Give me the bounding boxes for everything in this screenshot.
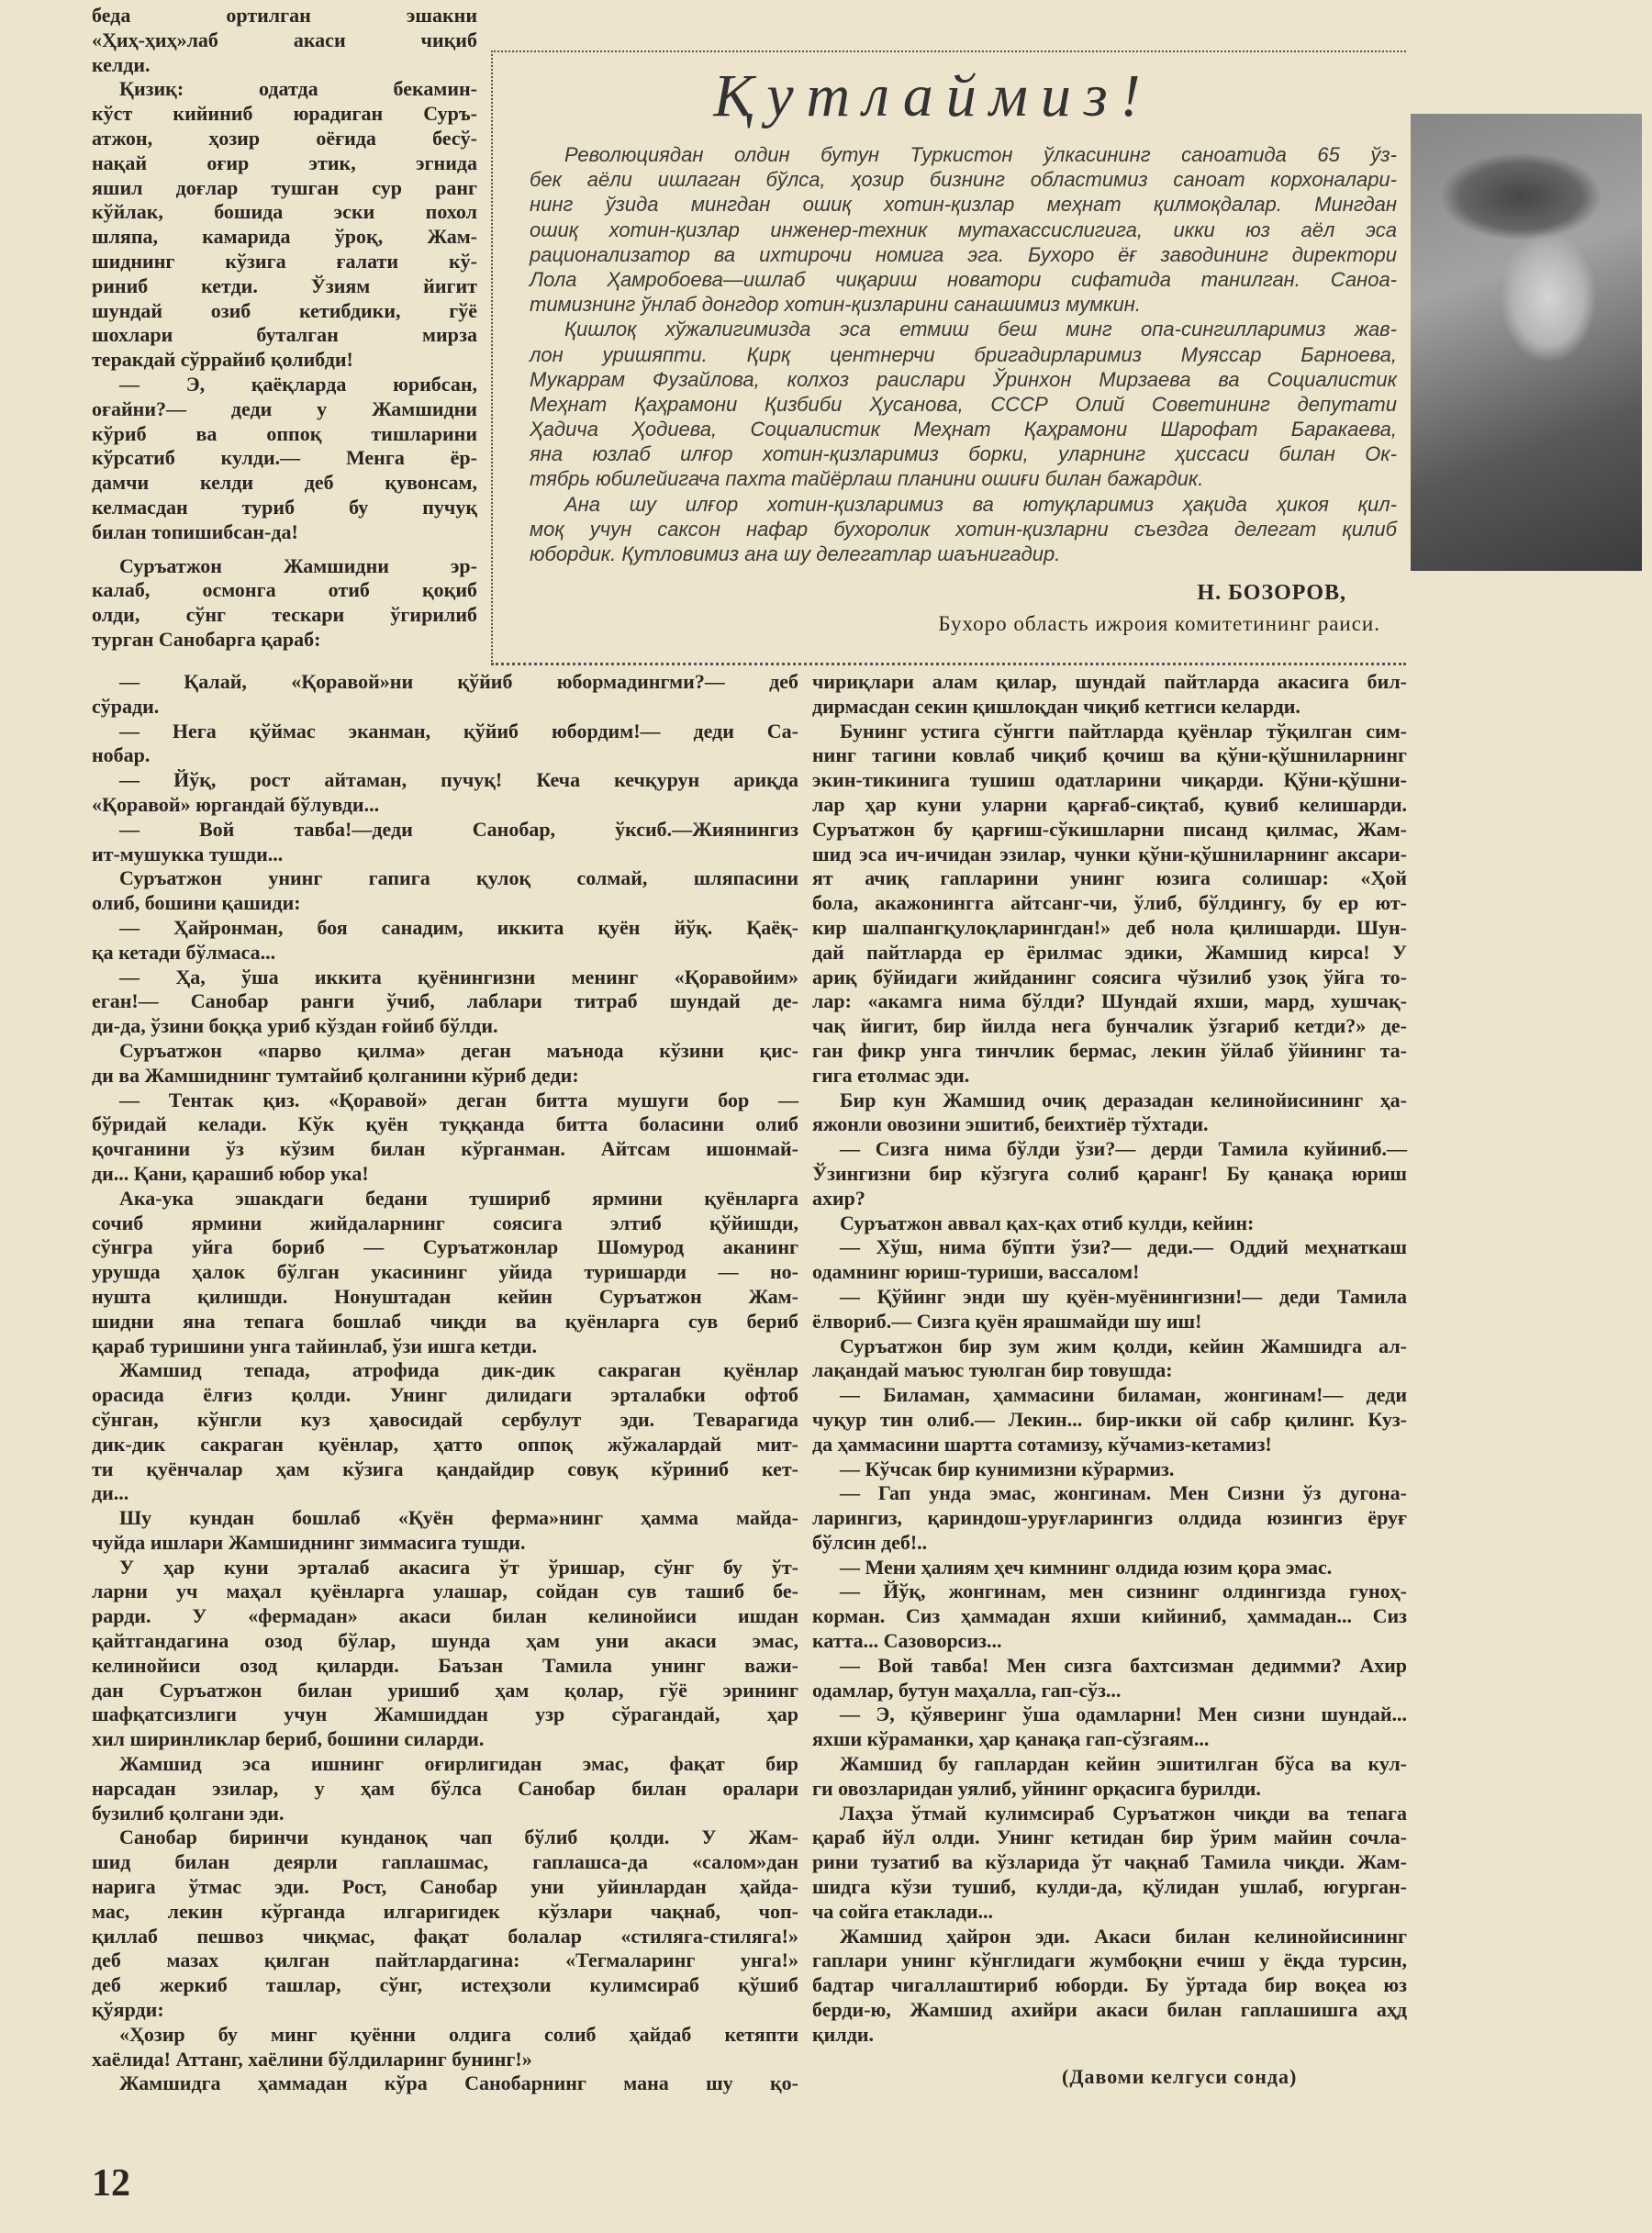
- text-line: еган!— Санобар ранги ўчиб, лаблари титраб шундай де-: [92, 989, 798, 1013]
- paragraph: [812, 1089, 1407, 1138]
- text-line: Ака-ука эшакдаги бедани тушириб ярмини қуёнларга: [119, 1186, 798, 1210]
- text-line: Қизиқ: одатда бекамин-: [119, 77, 477, 101]
- paragraph: [812, 1457, 1407, 1482]
- portrait-photo: [1411, 114, 1642, 571]
- text-line: дик-дик сакраган қуёнлар, ҳатто оппоқ жўжалардай мит-: [92, 1432, 798, 1456]
- text-line: ят ачиқ гапларини унинг юзига солишар: «Ҳой: [812, 866, 1407, 890]
- paragraph: [92, 1506, 798, 1556]
- text-line: берди-ю, Жамшид ахийри акаси билан гаплашишга аҳд: [812, 1998, 1407, 2022]
- text-line: нақай оғир этик, эгнида: [92, 151, 477, 174]
- paragraph: [92, 1089, 798, 1187]
- text-line: орасида ёлғиз қолди. Унинг дилидаги эрталабки офтоб: [92, 1383, 798, 1407]
- text-line: қочганини ўз кўзим билан кўрганман. Айтсам ишонмай-: [92, 1137, 798, 1161]
- text-line: рарди. У «фермадан» акаси билан келинойиси ишдан: [92, 1604, 798, 1628]
- text-line: тябрь юбилейигача пахта тайёрлаш планини ошиғи билан бажардик.: [530, 467, 1204, 491]
- text-line: катта... Сазоворсиз...: [812, 1629, 1002, 1653]
- text-line: гига етолмас эди.: [812, 1063, 970, 1087]
- text-line: дамчи келди деб қувонсам,: [92, 471, 477, 495]
- paragraph: [92, 1825, 798, 2022]
- paragraph: [812, 1925, 1407, 2048]
- text-line: сўради.: [92, 694, 160, 718]
- text-line: «Ҳозир бу минг қуённи олдига солиб ҳайдаб кетяпти: [119, 2022, 798, 2046]
- text-line: қа кетади бўлмаса...: [92, 940, 276, 964]
- text-line: — Ҳа, ўша иккита қуёнингизни менинг «Қоравойим»: [119, 965, 798, 988]
- text-line: қўярди:: [92, 1998, 164, 2022]
- text-line: Суръатжон «парво қилма» деган маънода кўзини қис-: [119, 1038, 798, 1062]
- paragraph: [92, 818, 798, 867]
- text-line: нинг ўзида мингдан ошиқ хотин-қизлар меҳнат қилмоқдалар. Мингдан: [530, 193, 1397, 217]
- text-line: шохлари буталган мирза: [92, 323, 477, 347]
- story-column-left: [92, 670, 798, 2096]
- text-line: атжон, ҳозир оёғида бесў-: [92, 126, 477, 150]
- text-line: олиб, бошини қашиди:: [92, 891, 301, 915]
- text-line: экин-тикинига тушиш одатларини чиқарди. Қўни-қўшни-: [812, 768, 1407, 792]
- paragraph: [812, 1481, 1407, 1555]
- paragraph: [92, 916, 798, 966]
- text-line: ларни уч маҳал қуёнларга улашар, сойдан сув ташиб бе-: [92, 1580, 798, 1603]
- text-line: ди...: [92, 1481, 129, 1505]
- text-line: рини тузатиб ва кўзларида ўт чақнаб Тамила чиқди. Жам-: [812, 1850, 1407, 1874]
- text-line: чақ йигит, бир йилда нега бунчалик ўзгариб кетди?» де-: [812, 1014, 1407, 1038]
- text-line: — Э, қаёқларда юрибсан,: [119, 372, 477, 396]
- paragraph: [812, 1752, 1407, 1802]
- text-line: ларингиз, қариндош-уруғларингиз олдида юзингиз ёруғ: [812, 1506, 1407, 1530]
- paragraph: [812, 1802, 1407, 1925]
- text-line: Суръатжон бу қарғиш-сўкишларни писанд қилмас, Жам-: [812, 817, 1407, 841]
- text-line: Мукаррам Фузайлова, колхоз раислари Ўринхон Мирзаева ва Социалистик: [530, 367, 1397, 391]
- text-line: нушта қилишди. Нонуштадан кейин Суръатжон Жам-: [92, 1284, 798, 1308]
- paragraph: [812, 670, 1407, 720]
- paragraph: [92, 77, 477, 373]
- text-line: — Вой тавба!—деди Санобар, ўксиб.—Жиянингиз: [119, 817, 798, 841]
- text-line: келди.: [92, 52, 151, 76]
- text-line: нобар.: [92, 743, 151, 767]
- text-line: Лола Ҳамробоева—ишлаб чиқариш новатори сифатида танилган. Саноа-: [530, 267, 1397, 291]
- text-line: Бир кун Жамшид очиқ деразадан келинойисининг ҳа-: [840, 1088, 1407, 1111]
- text-line: қараб туришини унга тайинлаб, ўзи ишга кетди.: [92, 1334, 538, 1357]
- text-line: сочиб ярмини жийдаларнинг соясига элтиб қўйишди,: [92, 1211, 798, 1234]
- text-line: шидни яна тепага бошлаб чиқди ва қуёнларга сув бериб: [92, 1309, 798, 1333]
- paragraph: [92, 670, 798, 720]
- text-line: ди ва Жамшиднинг тумтайиб қолганини кўриб деди:: [92, 1063, 579, 1087]
- text-line: шляпа, камарида ўроқ, Жам-: [92, 225, 477, 249]
- text-line: дай пайтларда ер ёрилмас эдики, Жамшид кирса! У: [812, 940, 1407, 964]
- paragraph: [92, 554, 477, 653]
- text-line: У ҳар куни эрталаб акасига ўт ўришар, сўнг бу ўт-: [119, 1555, 798, 1579]
- text-line: бўридай келади. Кўк қуён туққанда битта боласини олиб: [92, 1112, 798, 1136]
- text-line: деб жеркиб ташлар, сўнг, истеҳзоли кулимсираб қўшиб: [92, 1973, 798, 1997]
- text-line: Ҳадича Ҳодиева, Социалистик Меҳнат Қаҳрамони Шарофат Баракаева,: [530, 418, 1397, 441]
- text-line: гаплари унинг кўнглидаги жумбоқни ечиш у ёқда турсин,: [812, 1948, 1407, 1972]
- paragraph: [812, 1285, 1407, 1334]
- text-line: ди-да, ўзини боққа уриб кўздан ғойиб бўлди.: [92, 1014, 498, 1038]
- text-line: Суръатжон унинг гапига қулоқ солмай, шляпасини: [119, 866, 798, 890]
- paragraph: [92, 4, 477, 77]
- text-line: одамнинг юриш-туриши, вассалом!: [812, 1260, 1140, 1284]
- paragraph: [530, 317, 1397, 491]
- text-line: корман. Сиз ҳаммадан яхши кийиниб, ҳаммадан... Сиз: [812, 1604, 1407, 1628]
- text-line: қараб йўл олди. Унинг кетидан бир ўрим майин сочла-: [812, 1825, 1407, 1849]
- text-line: ахир?: [812, 1186, 865, 1210]
- page-number: 12: [92, 2162, 130, 2205]
- text-line: сўнгра уйга бориб — Суръатжонлар Шомурод аканинг: [92, 1235, 798, 1259]
- text-line: бола, акажонингга айтсанг-чи, ўлиб, бўлдингу, бу ер ют-: [812, 891, 1407, 915]
- signature-title: Бухоро область ижроия комитетининг раиси.: [938, 612, 1380, 635]
- text-line: ган фикр унга тинчлик бермас, лекин ўйлаб ўйининг та-: [812, 1038, 1407, 1062]
- text-line: турган Санобарга қараб:: [92, 627, 321, 651]
- text-line: лар: «акамга нима бўлди? Шундай яхши, мард, хушчақ-: [812, 989, 1407, 1013]
- text-line: чуқур тин олиб.— Лекин... бир-икки ой сабр қилинг. Куз-: [812, 1407, 1407, 1431]
- text-line: келинойиси озод қиларди. Баъзан Тамила унинг важи-: [92, 1653, 798, 1677]
- paragraph: [92, 1752, 798, 1825]
- text-line: дан Суръатжон билан уришиб ҳам қолар, гўё эрининг: [92, 1678, 798, 1702]
- text-line: ти қуёнчалар ҳам кўзига қандайдир совуқ кўриниб кет-: [92, 1457, 798, 1480]
- text-line: чириқлари алам қилар, шундай пайтларда акасига бил-: [812, 670, 1407, 693]
- text-line: Суръатжон бир зум жим қолди, кейин Жамшидга ал-: [840, 1334, 1407, 1357]
- text-line: теракдай сўррайиб қолибди!: [92, 348, 353, 372]
- text-line: рационализатор ва ихтирочи номига эга. Бухоро ёғ заводининг директори: [530, 242, 1397, 266]
- text-line: Лаҳза ўтмай кулимсираб Суръатжон чиқди ва тепага: [840, 1801, 1407, 1825]
- text-line: шид билан деярли гаплашмас, гаплашса-да «салом»дан: [92, 1850, 798, 1874]
- text-line: «Қоравой» юргандай бўлувди...: [92, 792, 380, 816]
- text-line: бадтар чигаллаштириб юборди. Бу ўртада бир воқеа юз: [812, 1973, 1407, 1997]
- text-line: кир шалпангқулоқларингдан!» деб нола қилишарди. Шун-: [812, 915, 1407, 939]
- text-line: мас, лекин кўрганда илгаригидек кўзлари чақнаб, чоп-: [92, 1899, 798, 1923]
- text-line: — Қалай, «Қоравой»ни қўйиб юбормадингми?— деб: [119, 670, 798, 693]
- text-line: сўнган, кўнгли куз ҳавосидай сербулут эди. Теварагида: [92, 1407, 798, 1431]
- text-line: Шу кундан бошлаб «Қуён ферма»нинг ҳамма майда-: [119, 1506, 798, 1530]
- text-line: Суръатжон аввал қах-қах отиб кулди, кейин:: [840, 1211, 1255, 1234]
- text-line: хил ширинликлар бериб, бошини силарди.: [92, 1727, 485, 1751]
- story-column-top: [92, 4, 477, 653]
- text-line: яхши кўраманки, ҳар қанақа гап-сўзгаям...: [812, 1727, 1210, 1751]
- text-line: яна юзлаб илғор хотин-қизларимиз борки, уларнинг ҳиссаси билан Ок-: [530, 442, 1397, 466]
- paragraph: [92, 1187, 798, 1359]
- text-line: яжонли овозини эшитиб, беихтиёр тўхтади.: [812, 1112, 1209, 1136]
- text-line: — Кўчсак бир кунимизни кўрармиз.: [840, 1457, 1175, 1480]
- text-line: — Гап унда эмас, жонгинам. Мен Сизни ўз дугона-: [840, 1481, 1407, 1505]
- text-line: оғайни?— деди у Жамшидни: [92, 396, 477, 420]
- text-line: — Биламан, ҳаммасини биламан, жонгинам!— деди: [840, 1383, 1407, 1407]
- story-column-right: [812, 670, 1407, 2048]
- paragraph: [812, 1235, 1407, 1285]
- text-line: Санобар биринчи кунданоқ чап бўлиб қолди. У Жам-: [119, 1825, 798, 1849]
- text-line: нинг тагини ковлаб чиқиб қочиш ва қўни-қўшниларнинг: [812, 743, 1407, 767]
- text-line: ошиқ хотин-қизлар инженер-техник мутахассислигига, икки юз аёл эса: [530, 218, 1397, 241]
- text-line: риниб кетди. Ўзиям йигит: [92, 274, 477, 297]
- text-line: кўриб ва оппоқ тишларини: [92, 421, 477, 445]
- text-line: Жамшид тепада, атрофида дик-дик сакраган қуёнлар: [119, 1358, 798, 1382]
- text-line: юбордик. Қутловимиз ана шу делегатлар шаънигадир.: [530, 542, 1061, 565]
- greeting-box: [491, 50, 1406, 665]
- paragraph: [92, 2023, 798, 2072]
- text-line: ариқ бўйидаги жийданинг соясига чўзилиб узоқ ўйга то-: [812, 965, 1407, 988]
- greeting-title: Қутлаймиз!: [713, 62, 1154, 129]
- text-line: — Хўш, нима бўпти ўзи?— деди.— Оддий меҳнаткаш: [840, 1235, 1407, 1259]
- text-line: қайтгандагина озод бўлар, шунда ҳам уни акаси эмас,: [92, 1629, 798, 1653]
- paragraph: [530, 142, 1397, 317]
- text-line: — Йўқ, рост айтаман, пучуқ! Кеча кечқурун ариқда: [119, 768, 798, 792]
- text-line: моқ учун саксон нафар бухоролик хотин-қизларни съездга делегат қилиб: [530, 517, 1397, 541]
- text-line: — Сизга нима бўлди ўзи?— дерди Тамила куйиниб.—: [840, 1137, 1407, 1161]
- text-line: хаёлида! Аттанг, хаёлини бўлдиларинг бунинг!»: [92, 2047, 532, 2071]
- text-line: ди... Қани, қарашиб юбор ука!: [92, 1161, 369, 1185]
- paragraph: [812, 1137, 1407, 1211]
- text-line: ча сойга етаклади...: [812, 1899, 994, 1923]
- text-line: урушда ҳалок бўлган укасининг уйида туришарди — но-: [92, 1260, 798, 1284]
- text-line: лон уришяпти. Қирқ центнерчи бригадирларимиз Муяссар Барноева,: [530, 342, 1397, 366]
- text-line: — Мени ҳалиям ҳеч кимнинг олдида юзим қора эмас.: [840, 1555, 1333, 1579]
- paragraph: [92, 1556, 798, 1752]
- text-line: шиднинг кўзига ғалати кў-: [92, 249, 477, 273]
- paragraph: [92, 2071, 798, 2096]
- text-line: калаб, осмонга отиб қоқиб: [92, 578, 477, 602]
- text-line: лар ҳар куни уларни қарғаб-сиқтаб, қувиб келишарди.: [812, 792, 1407, 816]
- text-line: ги овозларидан уялиб, уйнинг орқасига бурилди.: [812, 1776, 1261, 1800]
- paragraph: [812, 1334, 1407, 1384]
- text-line: — Йўқ, жонгинам, мен сизнинг олдингизда гуноҳ-: [840, 1580, 1407, 1603]
- text-line: Ана шу илғор хотин-қизларимиз ва ютуқларимиз ҳақида ҳикоя қил-: [564, 492, 1397, 516]
- text-line: қилди.: [812, 2022, 874, 2046]
- text-line: — Ҳайронман, боя санадим, иккита қуён йўқ. Қаёқ-: [119, 915, 798, 939]
- text-line: «Ҳиҳ-ҳиҳ»лаб акаси чиқиб: [92, 28, 477, 51]
- text-line: нарига ўтмас эди. Рост, Санобар уни уйинлардан ҳайда-: [92, 1875, 798, 1899]
- text-line: ит-мушукка тушди...: [92, 842, 284, 865]
- text-line: яшил доғлар тушган сур ранг: [92, 175, 477, 199]
- paragraph: [92, 768, 798, 818]
- text-line: деб мазах қилган пайтлардагина: «Тегмаларинг унга!»: [92, 1948, 798, 1972]
- paragraph: [92, 373, 477, 545]
- text-line: ёлвориб.— Сизга қуён ярашмайди шу иш!: [812, 1309, 1202, 1333]
- text-line: — Э, қўяверинг ўша одамларни! Мен сизни шундай...: [840, 1703, 1407, 1726]
- text-line: бўлсин деб!..: [812, 1530, 928, 1554]
- paragraph: [812, 1383, 1407, 1457]
- text-line: кўст кийиниб юрадиган Суръ-: [92, 102, 477, 126]
- greeting-text: [530, 142, 1397, 566]
- text-line: билан топишибсан-да!: [92, 519, 298, 543]
- text-line: шид эса ич-ичидан эзилар, чунки қўни-қўшниларнинг аксари-: [812, 842, 1407, 865]
- paragraph: [92, 720, 798, 769]
- text-line: Ўзингизни бир кўзгуга солиб қаранг! Бу қанақа юриш: [812, 1161, 1407, 1185]
- text-line: да ҳаммасини шартта сотамизу, кўчамиз-кетамиз!: [812, 1432, 1272, 1456]
- text-line: — Вой тавба! Мен сизга бахтсизман дедимми? Ахир: [840, 1653, 1407, 1677]
- paragraph: [812, 1654, 1407, 1703]
- text-line: Жамшид эса ишнинг оғирлигидан эмас, фақат бир: [119, 1752, 798, 1776]
- paragraph: [92, 1358, 798, 1506]
- text-line: Бунинг устига сўнгги пайтларда қуёнлар тўқилган сим-: [840, 719, 1407, 742]
- text-line: Суръатжон Жамшидни эр-: [119, 553, 477, 577]
- paragraph: [92, 1039, 798, 1089]
- paragraph: [812, 1211, 1407, 1236]
- text-line: Қишлоқ хўжалигимизда эса етмиш беш минг опа-сингилларимиз жав-: [564, 318, 1397, 341]
- text-line: бек аёли ишлаган бўлса, ҳозир бизнинг областимиз саноат корхоналари-: [530, 168, 1397, 192]
- text-line: Жамшид ҳайрон эди. Акаси билан келинойисининг: [840, 1924, 1407, 1948]
- text-line: — Нега қўймас эканман, қўйиб юбордим!— деди Са-: [119, 719, 798, 742]
- paragraph: [812, 1580, 1407, 1653]
- text-line: лақандай маъюс туюлган бир товушда:: [812, 1358, 1173, 1382]
- text-line: шафқатсизлиги учун Жамшиддан узр сўрагандай, ҳар: [92, 1703, 798, 1726]
- text-line: тимизнинг ўнлаб донгдор хотин-қизларини санашимиз мумкин.: [530, 293, 1142, 317]
- text-line: Жамшидга ҳаммадан кўра Санобарнинг мана шу қо-: [119, 2071, 798, 2095]
- paragraph: [92, 866, 798, 916]
- text-line: Революциядан олдин бутун Туркистон ўлкасининг саноатида 65 ўз-: [564, 143, 1397, 166]
- signature-name: Н. БОЗОРОВ,: [1197, 581, 1346, 605]
- text-line: кўйлак, бошида эски похол: [92, 200, 477, 224]
- text-line: шидга кўзи тушиб, кулди-да, қўлидан ушлаб, югурган-: [812, 1875, 1407, 1899]
- text-line: Меҳнат Қаҳрамони Қизбиби Ҳусанова, СССР Олий Советининг депутати: [530, 392, 1397, 416]
- text-line: олди, сўнг тескари ўгирилиб: [92, 603, 477, 627]
- text-line: кўрсатиб кулди.— Менга ёр-: [92, 446, 477, 470]
- text-line: келмасдан туриб бу пучуқ: [92, 495, 477, 519]
- paragraph: [812, 1556, 1407, 1580]
- text-line: Жамшид бу гаплардан кейин эшитилган бўса ва кул-: [840, 1752, 1407, 1776]
- text-line: — Тентак қиз. «Қоравой» деган битта мушуги бор —: [119, 1088, 798, 1111]
- paragraph: [812, 720, 1407, 1089]
- text-line: дирмасдан секин қишлоқдан чиқиб кетгиси келарди.: [812, 694, 1300, 718]
- text-line: одамлар, бутун маҳалла, гап-сўз...: [812, 1678, 1122, 1702]
- paragraph: [92, 966, 798, 1039]
- text-line: шундай озиб кетибдики, гўё: [92, 298, 477, 322]
- text-line: — Қўйинг энди шу қуён-муёнингизни!— деди Тамила: [840, 1284, 1407, 1308]
- text-line: чуйда ишлари Жамшиднинг зиммасига тушди.: [92, 1530, 526, 1554]
- continued-note: (Давоми келгуси сонда): [1062, 2065, 1298, 2088]
- paragraph: [812, 1703, 1407, 1752]
- text-line: бузилиб қолгани эди.: [92, 1801, 285, 1825]
- text-line: нарсадан эзилар, у ҳам бўлса Санобар билан оралари: [92, 1776, 798, 1800]
- text-line: қиллаб пешвоз чиқмас, фақат болалар «стиляга-стиляга!»: [92, 1924, 798, 1948]
- text-line: беда ортилган эшакни: [92, 4, 477, 27]
- paragraph: [530, 492, 1397, 567]
